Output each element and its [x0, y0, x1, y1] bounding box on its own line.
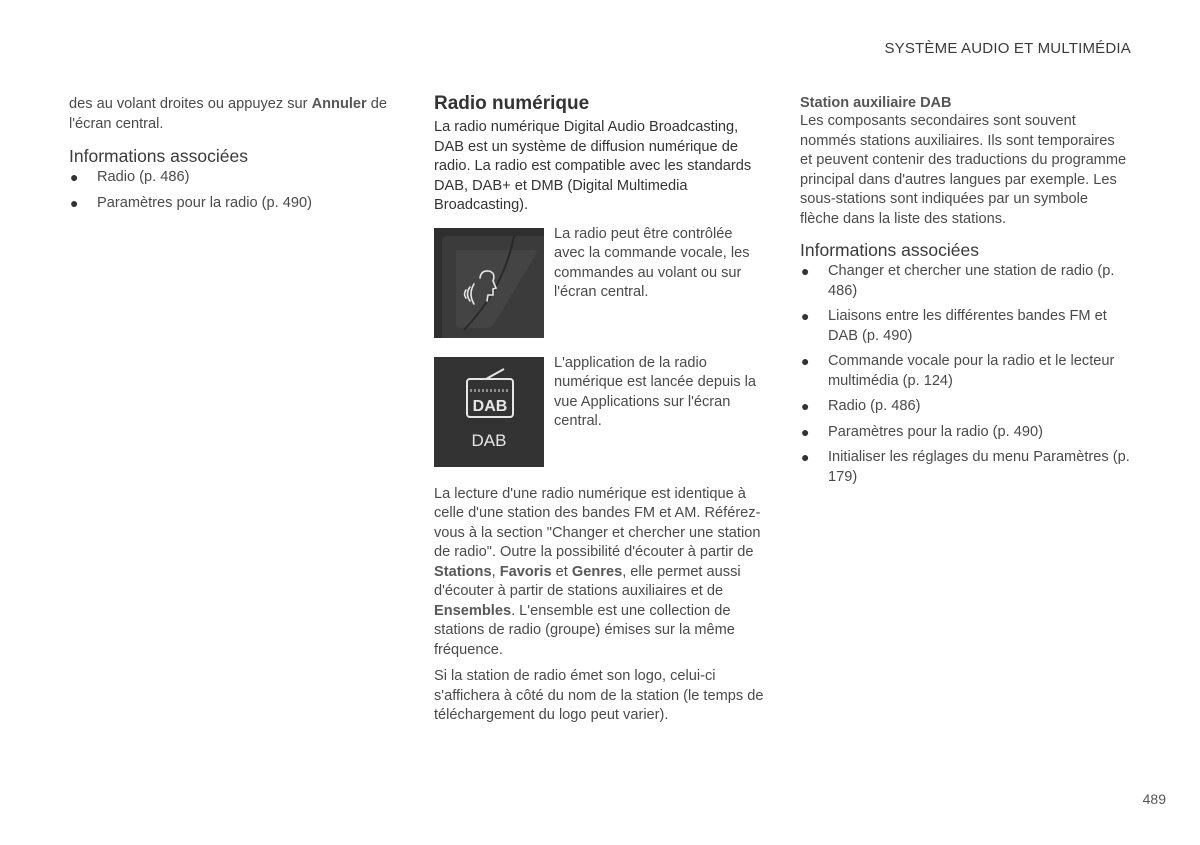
- text: ,: [491, 563, 500, 580]
- section-title: Radio numérique: [434, 93, 590, 114]
- bullet-icon: ●: [801, 308, 810, 324]
- bullet-icon: ●: [801, 423, 810, 440]
- bullet-icon: ●: [801, 398, 810, 414]
- app-figure-row: [434, 354, 766, 467]
- related-link[interactable]: Paramètres pour la radio (p. 490): [97, 194, 312, 211]
- text: . L'ensemble est une collection de stations de radio (groupe) émises sur la même fréquence.: [434, 602, 735, 658]
- stations-keyword: Stations: [434, 563, 492, 580]
- related-link[interactable]: Liaisons entre les différentes bandes FM et DAB (p. 490): [828, 308, 1107, 344]
- bullet-icon: ●: [801, 263, 810, 279]
- related-link[interactable]: Radio (p. 486): [97, 169, 190, 185]
- related-info-heading: Informations associées: [800, 240, 979, 260]
- dab-app-caption: L'application de la radio numérique est lancée depuis la vue Applications sur l'écran central.: [554, 354, 757, 429]
- column-left: [69, 95, 399, 219]
- body-paragraph: [434, 485, 766, 661]
- bullet-icon: ●: [801, 353, 810, 369]
- ensembles-keyword: Ensembles: [434, 602, 512, 619]
- voice-figure-row: [434, 225, 766, 338]
- text: des au volant droites ou appuyez sur: [69, 96, 312, 112]
- bullet-icon: ●: [70, 169, 79, 185]
- list-item: [800, 423, 1130, 443]
- text: , elle permet aussi d'écouter à partir de stations auxiliaires et de: [434, 563, 741, 599]
- bullet-icon: ●: [801, 449, 810, 465]
- related-info-list: [69, 168, 399, 213]
- list-item: [800, 307, 1130, 346]
- bullet-icon: ●: [70, 194, 79, 211]
- auxiliary-station-paragraph: Les composants secondaires sont souvent nommés stations auxiliaires. Ils sont temporaires et peuvent contenir des traductions du programme principal dans d'autres langues par exemple. Les sous-stations sont indiquées par un symbole flèche dans la liste des stations.: [800, 113, 1127, 227]
- column-middle: [434, 95, 766, 726]
- section-header: SYSTÈME AUDIO ET MULTIMÉDIA: [884, 40, 1131, 57]
- dab-app-label[interactable]: DAB: [471, 430, 507, 450]
- related-info-list: [800, 262, 1130, 487]
- voice-button-icon: [434, 228, 544, 338]
- list-item: [800, 397, 1130, 417]
- list-item: [800, 262, 1130, 301]
- favoris-keyword: Favoris: [499, 563, 552, 580]
- related-link[interactable]: Initialiser les réglages du menu Paramètres (p. 179): [828, 449, 1130, 485]
- auxiliary-station-heading: Station auxiliaire DAB: [800, 95, 952, 111]
- related-info-heading: Informations associées: [69, 146, 248, 166]
- text: et: [551, 563, 572, 580]
- page-number: 489: [1142, 791, 1166, 807]
- related-link[interactable]: Commande vocale pour la radio et le lecteur multimédia (p. 124): [828, 353, 1115, 389]
- related-link[interactable]: Paramètres pour la radio (p. 490): [828, 423, 1043, 440]
- voice-control-image: [434, 228, 544, 338]
- dab-app-icon: [434, 357, 544, 467]
- genres-keyword: Genres: [571, 563, 623, 580]
- dab-app-image: [434, 357, 544, 467]
- list-item: [800, 352, 1130, 391]
- text: La lecture d'une radio numérique est identique à celle d'une station des bandes FM et AM. Référez-vous à la section "Changer et chercher une station de radio". Outre la possibilité d'écouter à partir de: [434, 485, 761, 560]
- related-link[interactable]: Changer et chercher une station de radio (p. 486): [828, 263, 1115, 299]
- continued-paragraph: [69, 95, 399, 134]
- list-item: [69, 168, 399, 188]
- related-link[interactable]: Radio (p. 486): [828, 398, 921, 414]
- annuler-keyword: Annuler: [311, 96, 367, 112]
- intro-paragraph: La radio numérique Digital Audio Broadcasting, DAB est un système de diffusion numérique de radio. La radio est compatible avec les standards DAB, DAB+ et DMB (Digital Multimedia Broadcasting).: [434, 119, 752, 213]
- logo-paragraph: Si la station de radio émet son logo, celui-ci s'affichera à côté du nom de la station (le temps de téléchargement du logo peut varier).: [434, 668, 764, 723]
- list-item: [800, 448, 1130, 487]
- column-right: [800, 95, 1130, 493]
- text: de l'écran central.: [69, 96, 388, 132]
- list-item: [69, 194, 399, 214]
- dab-icon-label: DAB: [472, 397, 508, 415]
- voice-control-caption: La radio peut être contrôlée avec la commande vocale, les commandes au volant ou sur l'écran central.: [554, 225, 750, 300]
